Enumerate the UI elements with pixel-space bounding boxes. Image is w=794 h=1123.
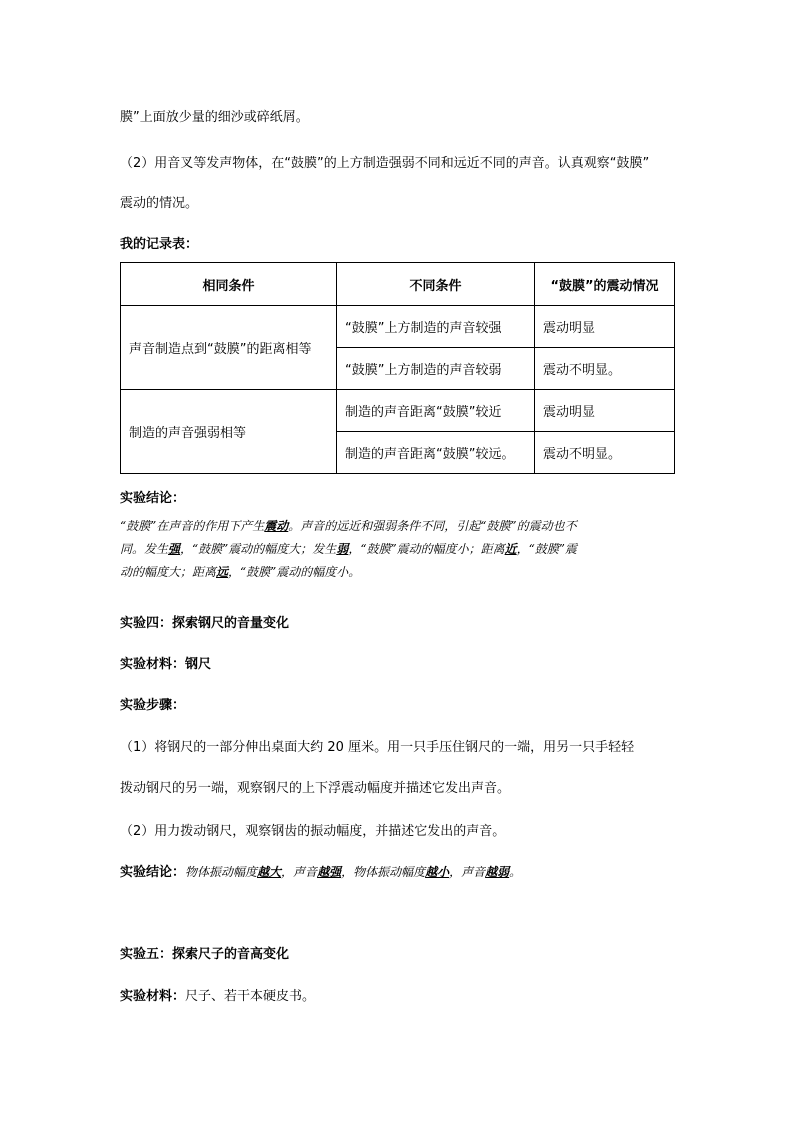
text-span: ，“鼓膜”震动的幅度大；发生 (180, 542, 337, 556)
text-span: 同。发生 (120, 542, 169, 556)
conclusion-line (120, 538, 680, 561)
table-row (121, 306, 675, 348)
conclusion-label: 实验结论： (120, 865, 186, 880)
text-line: 膜”上面放少量的细沙或碎纸屑。 (120, 110, 309, 125)
text-line: （2）用力拨动钢尺，观察钢齿的振动幅度，并描述它发出的声音。 (120, 824, 506, 839)
table-cell: “鼓膜”上方制造的声音较弱 (337, 348, 535, 390)
table-cell: 制造的声音强弱相等 (121, 390, 337, 474)
answer-underlined: 越大 (257, 865, 282, 879)
text-line: 震动的情况。 (120, 196, 199, 211)
material-line: 实验材料：钢尺 (120, 657, 212, 672)
table-cell: 震动明显 (535, 306, 675, 348)
material-value: 尺子、若干本硬皮书。 (185, 989, 316, 1004)
material-label: 实验材料： (120, 989, 186, 1004)
table-header: 不同条件 (337, 263, 535, 306)
table-cell: “鼓膜”上方制造的声音较强 (337, 306, 535, 348)
answer-underlined: 远 (216, 565, 229, 579)
text-span: “鼓膜”在声音的作用下产生 (120, 519, 265, 533)
answer-underlined: 越小 (425, 865, 450, 879)
text-span: ，“鼓膜”震动的幅度小。 (228, 565, 361, 579)
text-span: ，声音 (281, 865, 318, 879)
table-header-row (121, 263, 675, 306)
table-cell: 震动不明显。 (535, 348, 675, 390)
conclusion-line (120, 861, 521, 880)
table-cell: 震动明显 (535, 390, 675, 432)
answer-underlined: 震动 (264, 519, 289, 533)
answer-underlined: 越弱 (485, 865, 510, 879)
text-span: 。 (509, 865, 522, 879)
text-span: 。声音的远近和强弱条件不同，引起“鼓膜”的震动也不 (288, 519, 577, 533)
conclusion-label: 实验结论： (120, 491, 186, 506)
text-span: 物体振动幅度 (185, 865, 258, 879)
material-line (120, 985, 315, 1004)
conclusion-paragraph (120, 515, 680, 584)
section-title: 实验四：探索钢尺的音量变化 (120, 616, 290, 631)
text-span: ，“鼓膜”震 (516, 542, 577, 556)
answer-underlined: 弱 (336, 542, 349, 556)
table-cell: 制造的声音距离“鼓膜”较远。 (337, 432, 535, 474)
section-title: 实验五：探索尺子的音高变化 (120, 947, 290, 962)
text-span: ，物体振动幅度 (341, 865, 426, 879)
record-title: 我的记录表： (120, 237, 199, 252)
text-span: ，声音 (449, 865, 486, 879)
answer-underlined: 近 (504, 542, 517, 556)
text-span: 动的幅度大；距离 (120, 565, 217, 579)
table-cell: 震动不明显。 (535, 432, 675, 474)
text-line: （2）用音叉等发声物体，在“鼓膜”的上方制造强弱不同和远近不同的声音。认真观察“鼓膜” (120, 156, 650, 171)
answer-underlined: 强 (168, 542, 181, 556)
steps-label: 实验步骤： (120, 698, 186, 713)
text-line: （1）将钢尺的一部分伸出桌面大约 20 厘米。用一只手压住钢尺的一端，用另一只手轻轻 (120, 740, 635, 755)
record-table (120, 262, 675, 474)
conclusion-line (120, 561, 680, 584)
table-cell: 制造的声音距离“鼓膜”较近 (337, 390, 535, 432)
text-line: 拨动钢尺的另一端，观察钢尺的上下浮震动幅度并描述它发出声音。 (120, 781, 511, 796)
table-header: “鼓膜”的震动情况 (535, 263, 675, 306)
answer-underlined: 越强 (317, 865, 342, 879)
table-header: 相同条件 (121, 263, 337, 306)
conclusion-line (120, 515, 680, 538)
text-span: ，“鼓膜”震动的幅度小；距离 (348, 542, 505, 556)
table-cell: 声音制造点到“鼓膜”的距离相等 (121, 306, 337, 390)
table-row (121, 390, 675, 432)
